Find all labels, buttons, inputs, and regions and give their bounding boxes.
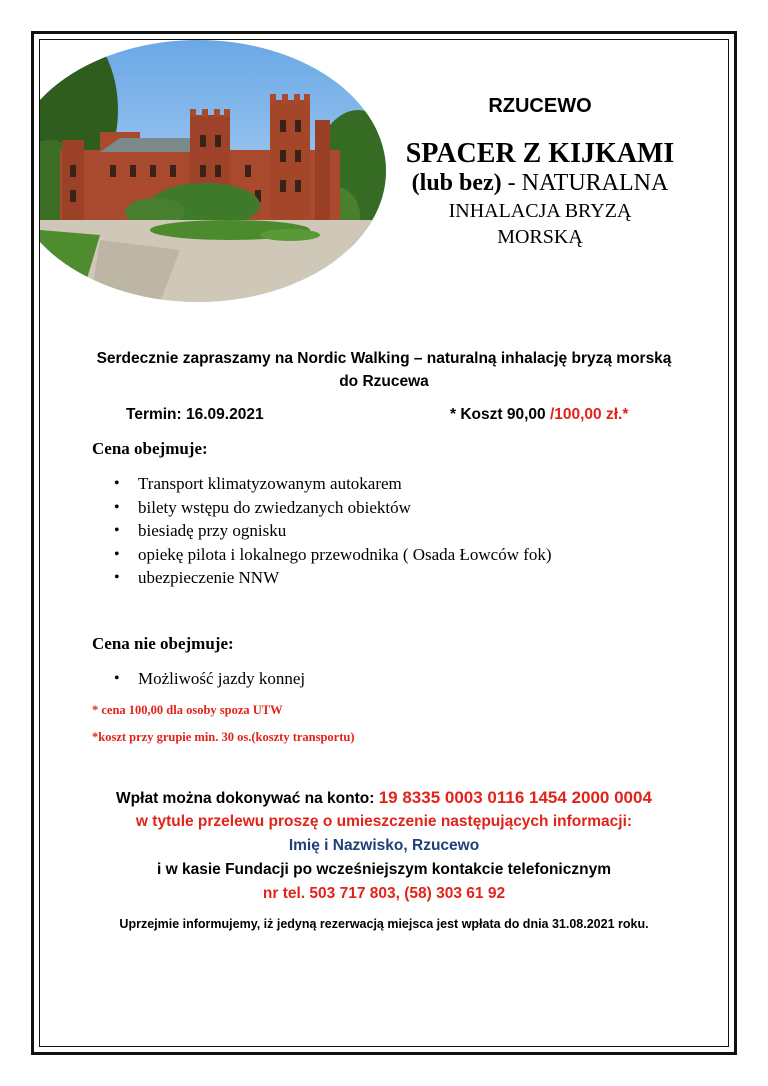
payment-line-4: i w kasie Fundacji po wcześniejszym kontakcie telefonicznym	[157, 861, 611, 878]
invitation-line-2: do Rzucewa	[339, 373, 429, 391]
payment-line-3: Imię i Nazwisko, Rzucewo	[288, 837, 480, 854]
town-name: RZUCEWO	[488, 95, 592, 117]
trip-date: Termin: 16.09.2021	[126, 406, 264, 423]
phone-numbers: nr tel. 503 717 803, (58) 303 61 92	[262, 885, 506, 902]
reservation-notice: Uprzejmie informujemy, iż jedyną rezerwacją miejsca jest wpłata do dnia 31.08.2021 roku.	[119, 917, 649, 931]
included-list	[110, 472, 552, 590]
title-line-2-bold: (lub bez)	[411, 170, 502, 197]
payment-label: Wpłat można dokonywać na konto:	[116, 790, 379, 807]
title-line-4: MORSKĄ	[497, 225, 583, 248]
included-heading: Cena obejmuje:	[92, 439, 208, 458]
payment-info	[60, 786, 708, 906]
cost-non-member: /100,00 zł.*	[549, 406, 629, 423]
title-line-1: SPACER Z KIJKAMI	[405, 138, 675, 169]
castle-photo	[40, 40, 386, 302]
list-item: • ubezpieczenie NNW	[110, 566, 552, 590]
trip-cost	[450, 406, 628, 424]
note-group-minimum: *koszt przy grupie min. 30 os.(koszty transportu)	[92, 730, 355, 744]
title-line-2	[395, 170, 685, 198]
excluded-heading: Cena nie obejmuje:	[92, 634, 234, 653]
list-item: • Transport klimatyzowanym autokarem	[110, 472, 552, 496]
cost-member: * Koszt 90,00	[450, 406, 550, 423]
list-item: • bilety wstępu do zwiedzanych obiektów	[110, 496, 552, 520]
payment-line-2: w tytule przelewu proszę o umieszczenie następujących informacji:	[135, 813, 633, 830]
list-item: • opiekę pilota i lokalnego przewodnika ( Osada Łowców fok)	[110, 543, 552, 567]
note-price-non-member: * cena 100,00 dla osoby spoza UTW	[92, 703, 283, 717]
excluded-list	[110, 667, 305, 691]
page-title	[395, 138, 685, 250]
bank-account-number: 19 8335 0003 0116 1454 2000 0004	[378, 788, 652, 807]
invitation-line-1: Serdecznie zapraszamy na Nordic Walking – naturalną inhalację bryzą morską	[96, 350, 672, 367]
list-item: • biesiadę przy ognisku	[110, 519, 552, 543]
title-line-2-rest: - NATURALNA	[501, 170, 669, 197]
invitation-text	[70, 347, 698, 394]
list-item: • Możliwość jazdy konnej	[110, 667, 305, 691]
payment-line-1	[60, 786, 708, 810]
title-line-3: INHALACJA BRYZĄ	[448, 199, 632, 222]
